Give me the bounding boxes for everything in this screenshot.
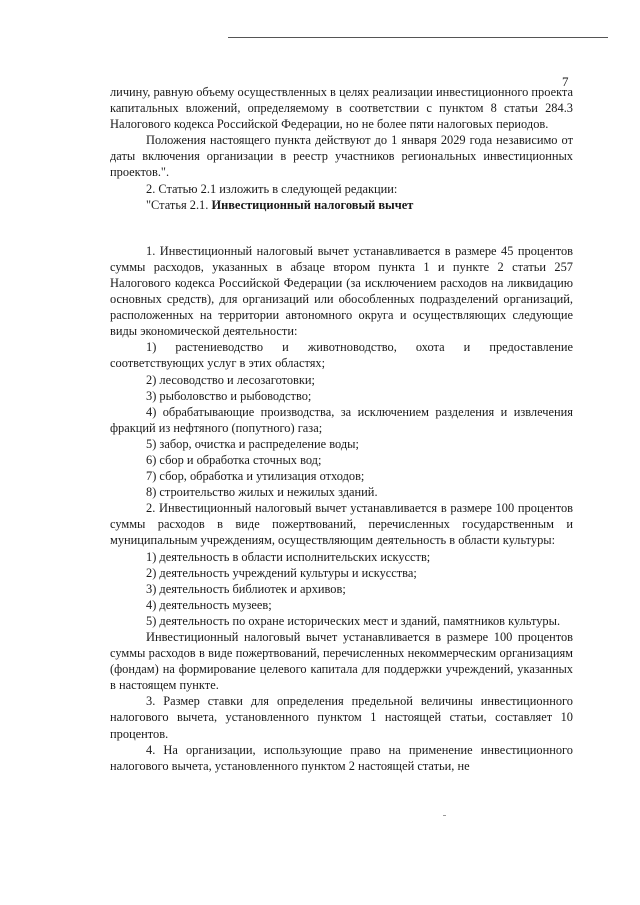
scan-mark bbox=[443, 815, 446, 816]
paragraph: 2. Инвестиционный налоговый вычет устанавливается в размере 100 процентов суммы расходов в виде пожертвований, перечисленных государственным и муниципальным учреждениям, осуществляющим деятельность в области культуры: bbox=[110, 501, 573, 548]
paragraph: Положения настоящего пункта действуют до 1 января 2029 года независимо от даты включения организации в реестр участников региональных инвестиционных проектов.". bbox=[110, 133, 573, 180]
list-item: 4) обрабатывающие производства, за исключением разделения и извлечения фракций из нефтяного (попутного) газа; bbox=[110, 404, 573, 435]
paragraph: личину, равную объему осуществленных в целях реализации инвестиционного проекта капитальных вложений, определяемому в соответствии с пунктом 8 статьи 284.3 Налогового кодекса Российской Федерации, но не более пяти налоговых периодов. bbox=[110, 85, 573, 132]
paragraph: 4. На организации, использующие право на применение инвестиционного налогового вычета, установленного пунктом 2 настоящей статьи, не bbox=[110, 742, 573, 773]
article-heading-title: Инвестиционный налоговый вычет bbox=[211, 197, 414, 212]
list-item: 2) деятельность учреждений культуры и искусства; bbox=[146, 565, 417, 580]
list-item: 6) сбор и обработка сточных вод; bbox=[146, 452, 322, 467]
page-number: 7 bbox=[562, 74, 569, 89]
document-body bbox=[110, 84, 573, 774]
article-heading-prefix: "Статья 2.1. bbox=[146, 197, 212, 212]
top-rule bbox=[228, 37, 608, 38]
list-item: 3) рыболовство и рыбоводство; bbox=[146, 388, 312, 403]
list-item: 1) растениеводство и животноводство, охота и предоставление соответствующих услуг в этих областях; bbox=[110, 340, 573, 371]
list-item: 5) деятельность по охране исторических мест и зданий, памятников культуры. bbox=[146, 613, 561, 628]
list-item: 7) сбор, обработка и утилизация отходов; bbox=[146, 469, 365, 484]
list-item: 2) лесоводство и лесозаготовки; bbox=[146, 372, 315, 387]
list-item: 3) деятельность библиотек и архивов; bbox=[146, 581, 346, 596]
list-item: 5) забор, очистка и распределение воды; bbox=[146, 436, 359, 451]
list-item: 8) строительство жилых и нежилых зданий. bbox=[146, 485, 378, 500]
paragraph: 2. Статью 2.1 изложить в следующей редакции: bbox=[146, 181, 398, 196]
paragraph: Инвестиционный налоговый вычет устанавливается в размере 100 процентов суммы расходов в виде пожертвований, перечисленных некоммерческим организациям (фондам) на формирование целевого капитала для поддержки учреждений, указанных в настоящем пункте. bbox=[110, 630, 573, 693]
list-item: 4) деятельность музеев; bbox=[146, 597, 272, 612]
paragraph: 1. Инвестиционный налоговый вычет устанавливается в размере 45 процентов суммы расходов, указанных в абзаце втором пункта 1 и пункте 2 статьи 257 Налогового кодекса Российской Федерации (за исключением расходов на ликвидацию основных средств), для организаций или обособленных подразделений организаций, расположенных на территории автономного округа и осуществляющих следующие виды экономической деятельности: bbox=[110, 243, 573, 339]
list-item: 1) деятельность в области исполнительских искусств; bbox=[146, 549, 431, 564]
paragraph: 3. Размер ставки для определения предельной величины инвестиционного налогового вычета, установленного пунктом 1 настоящей статьи, составляет 10 процентов. bbox=[110, 694, 573, 741]
spacer bbox=[110, 213, 573, 243]
article-heading bbox=[110, 197, 573, 213]
